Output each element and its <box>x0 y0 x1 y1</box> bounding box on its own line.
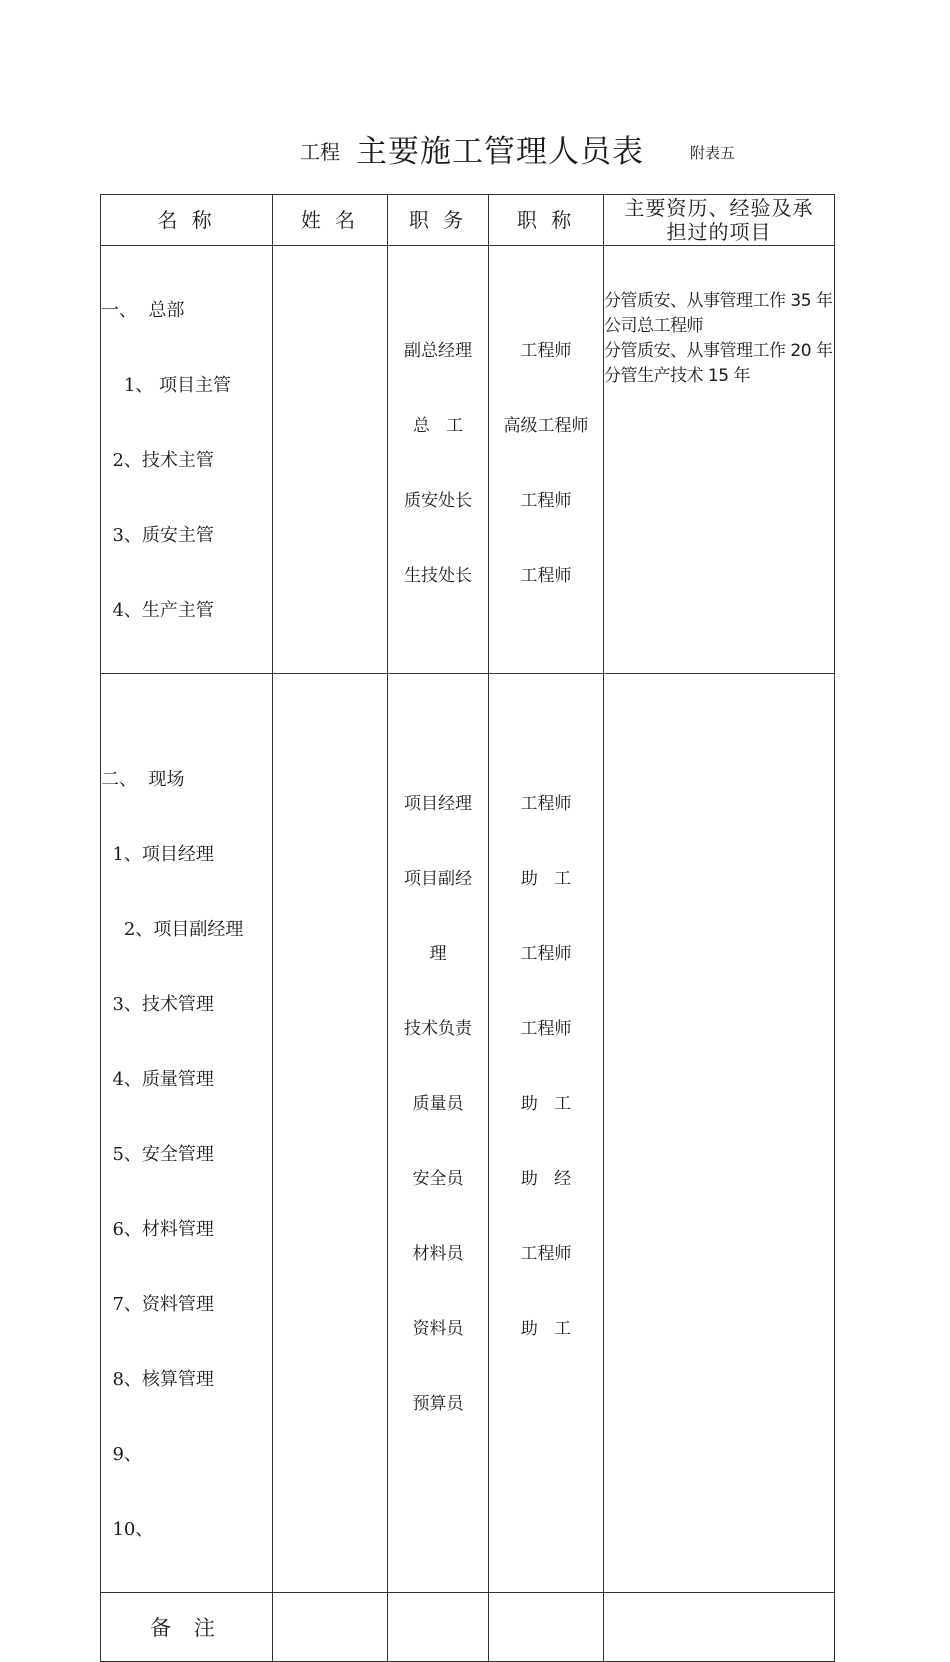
list-item: 工程师 <box>520 341 572 361</box>
table-row-site <box>101 674 835 1593</box>
list-item: 8、核算管理 <box>101 1369 214 1390</box>
list-item: 1、项目经理 <box>101 844 214 865</box>
title-prefix: 工程 <box>300 140 340 164</box>
list-item: 项目经理 <box>404 794 472 814</box>
list-item: 分管生产技术 15 年 <box>604 366 750 386</box>
list-item: 助 工 <box>520 1094 572 1114</box>
list-item: 一、 总部 <box>101 300 185 321</box>
personnel-table <box>100 194 835 1662</box>
hq-roles-cell <box>101 246 273 674</box>
list-item: 5、安全管理 <box>101 1144 214 1165</box>
list-item: 助 经 <box>520 1169 572 1189</box>
title-row <box>0 122 950 172</box>
table-row-remarks <box>101 1593 835 1662</box>
list-item: 工程师 <box>520 794 572 814</box>
list-item: 工程师 <box>520 944 572 964</box>
list-item: 质量员 <box>412 1094 464 1114</box>
list-item: 助 工 <box>520 1319 572 1339</box>
list-item: 工程师 <box>520 566 572 586</box>
remarks-cell <box>604 1593 835 1662</box>
list-item: 助 工 <box>520 869 572 889</box>
list-item: 4、质量管理 <box>101 1069 214 1090</box>
list-item: 质安处长 <box>404 491 472 511</box>
remarks-cell <box>388 1593 489 1662</box>
list-item: 生技处长 <box>404 566 472 586</box>
site-duty-cell <box>388 674 489 1593</box>
site-roles-cell <box>101 674 273 1593</box>
list-item: 3、质安主管 <box>101 525 214 546</box>
header-row <box>101 195 835 246</box>
list-item: 9、 <box>101 1444 142 1465</box>
list-item: 高级工程师 <box>503 416 589 436</box>
list-item: 资料员 <box>412 1319 464 1339</box>
table-row-headquarters <box>101 246 835 674</box>
list-item: 工程师 <box>520 491 572 511</box>
list-item: 2、技术主管 <box>101 450 214 471</box>
list-item: 7、资料管理 <box>101 1294 214 1315</box>
header-experience: 主要资历、经验及承担过的项目 <box>604 195 835 246</box>
list-item: 公司总工程师 <box>604 316 703 336</box>
list-item: 分管质安、从事管理工作 35 年 <box>604 291 833 311</box>
remarks-cell <box>489 1593 604 1662</box>
hq-duty-cell <box>388 246 489 674</box>
remarks-cell <box>273 1593 388 1662</box>
list-item: 工程师 <box>520 1019 572 1039</box>
list-item: 二、 现场 <box>101 769 185 790</box>
site-person-name-cell <box>273 674 388 1593</box>
remarks-label: 备 注 <box>101 1593 273 1662</box>
list-item: 4、生产主管 <box>101 600 214 621</box>
hq-experience-cell <box>604 246 835 674</box>
list-item: 副总经理 <box>404 341 472 361</box>
list-item: 3、技术管理 <box>101 994 214 1015</box>
header-name-category: 名 称 <box>101 195 273 246</box>
list-item: 工程师 <box>520 1244 572 1264</box>
list-item: 材料员 <box>412 1244 464 1264</box>
site-experience-cell <box>604 674 835 1593</box>
list-item: 6、材料管理 <box>101 1219 214 1240</box>
hq-title-cell <box>489 246 604 674</box>
header-professional-title: 职 称 <box>489 195 604 246</box>
list-item: 2、项目副经理 <box>101 919 244 940</box>
list-item: 理 <box>429 944 447 964</box>
list-item: 安全员 <box>412 1169 464 1189</box>
list-item: 分管质安、从事管理工作 20 年 <box>604 341 833 361</box>
site-title-cell <box>489 674 604 1593</box>
list-item: 1、 项目主管 <box>101 375 232 396</box>
list-item: 10、 <box>101 1519 154 1540</box>
list-item: 预算员 <box>412 1394 464 1414</box>
header-duty: 职 务 <box>388 195 489 246</box>
list-item: 项目副经 <box>404 869 472 889</box>
page-title: 主要施工管理人员表 <box>356 134 644 170</box>
list-item: 总 工 <box>412 416 464 436</box>
header-person-name: 姓 名 <box>273 195 388 246</box>
list-item: 技术负责 <box>404 1019 472 1039</box>
hq-person-name-cell <box>273 246 388 674</box>
appendix-label: 附表五 <box>690 144 736 162</box>
